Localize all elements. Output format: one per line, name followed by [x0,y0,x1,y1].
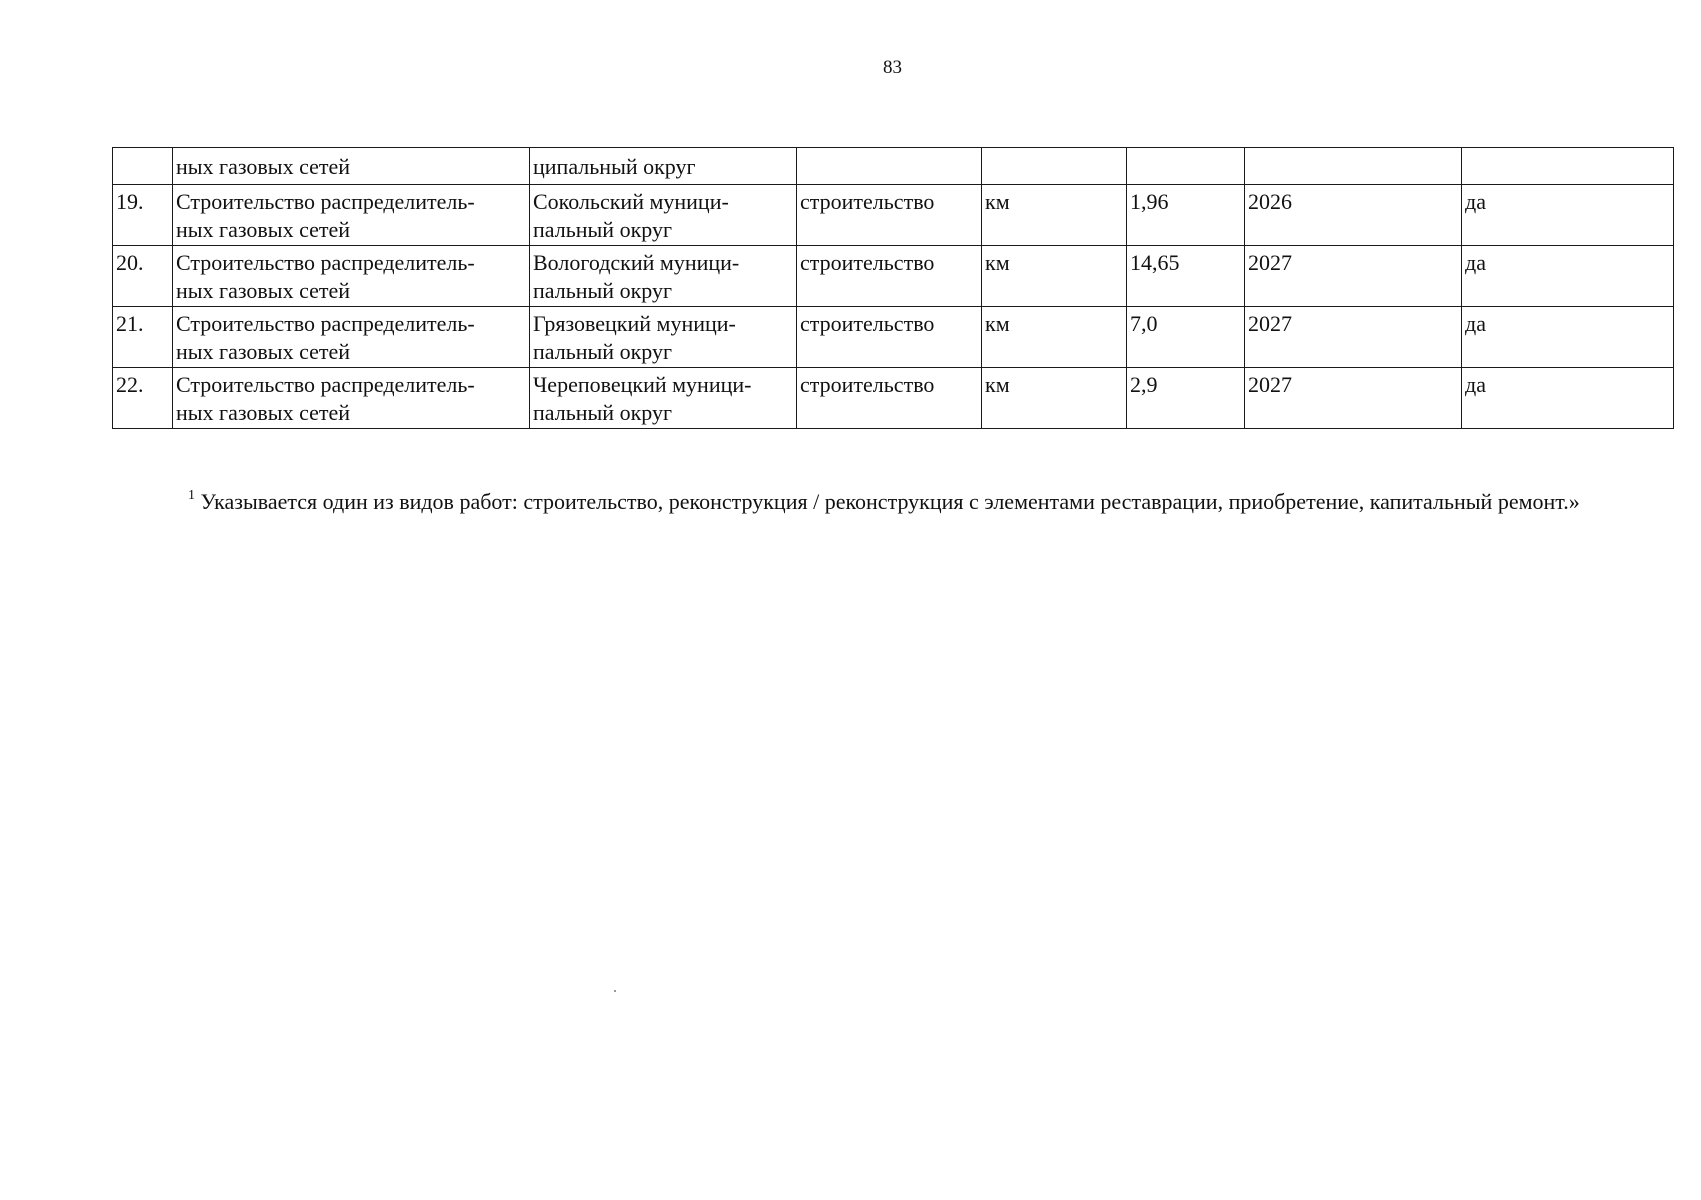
cell-year: 2027 [1245,307,1462,368]
cell-number: 19. [113,185,173,246]
cell-object-name: Строительство распределитель- ных газовых сетей [173,307,530,368]
cell-flag: да [1462,368,1674,429]
cell-year: 2027 [1245,368,1462,429]
table-row [113,185,1674,246]
cell-number [113,148,173,185]
cell-municipality: Грязовецкий муници- пальный округ [530,307,797,368]
cell-work-type [797,148,982,185]
cell-flag [1462,148,1674,185]
cell-unit [982,148,1127,185]
cell-object-name: Строительство распределитель- ных газовых сетей [173,368,530,429]
cell-work-type: строительство [797,368,982,429]
cell-capacity: 1,96 [1127,185,1245,246]
cell-municipality: Сокольский муници- пальный округ [530,185,797,246]
cell-unit: км [982,185,1127,246]
table-row [113,368,1674,429]
cell-object-name: Строительство распределитель- ных газовых сетей [173,185,530,246]
cell-number: 22. [113,368,173,429]
cell-object-name: ных газовых сетей [173,148,530,185]
cell-number: 20. [113,246,173,307]
cell-unit: км [982,246,1127,307]
table-row-continuation [113,148,1674,185]
footnote-marker: 1 [188,488,195,503]
page-number: 83 [883,57,902,78]
cell-year: 2027 [1245,246,1462,307]
cell-number: 21. [113,307,173,368]
cell-unit: км [982,307,1127,368]
cell-capacity: 14,65 [1127,246,1245,307]
objects-table [112,147,1674,429]
cell-capacity: 2,9 [1127,368,1245,429]
cell-municipality: ципальный округ [530,148,797,185]
cell-unit: км [982,368,1127,429]
table-row [113,246,1674,307]
cell-work-type: строительство [797,307,982,368]
cell-municipality: Вологодский муници- пальный округ [530,246,797,307]
cell-municipality: Череповецкий муници- пальный округ [530,368,797,429]
cell-work-type: строительство [797,246,982,307]
cell-year [1245,148,1462,185]
scan-speck [614,990,616,992]
footnote-text: Указывается один из видов работ: строительство, реконструкция / реконструкция с элементами реставрации, приобретение, капитальный ремонт.» [200,489,1580,514]
cell-object-name: Строительство распределитель- ных газовых сетей [173,246,530,307]
cell-work-type: строительство [797,185,982,246]
cell-flag: да [1462,185,1674,246]
cell-flag: да [1462,246,1674,307]
table-body [113,148,1674,429]
cell-flag: да [1462,307,1674,368]
cell-year: 2026 [1245,185,1462,246]
cell-capacity: 7,0 [1127,307,1245,368]
table-row [113,307,1674,368]
cell-capacity [1127,148,1245,185]
footnote [116,484,1672,520]
